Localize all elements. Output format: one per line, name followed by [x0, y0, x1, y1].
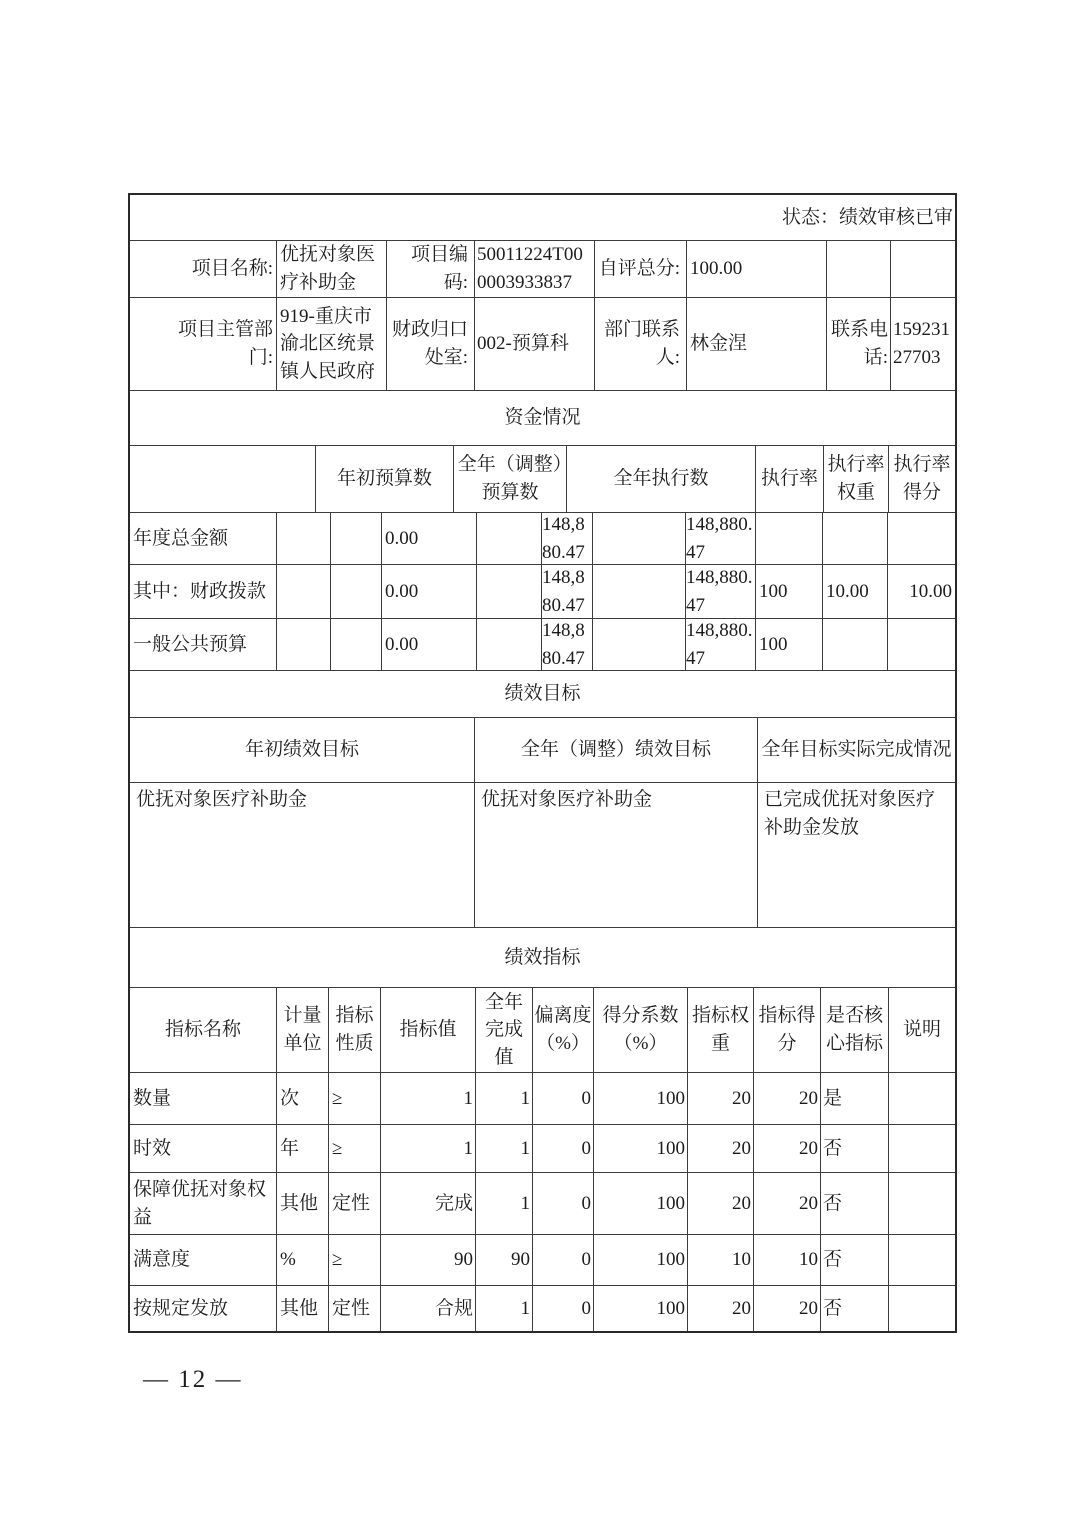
initial-budget-value: 0.00 — [381, 565, 476, 618]
adjusted-budget-value: 148,880.47 — [541, 513, 592, 564]
indicator-deviation: 0 — [532, 1073, 593, 1124]
indicator-note — [888, 1125, 955, 1172]
goals-title-row — [130, 670, 955, 717]
finance-office-value: 002-预算科 — [474, 298, 594, 390]
indicator-deviation: 0 — [532, 1235, 593, 1285]
table-cell — [330, 619, 381, 670]
table-cell — [276, 513, 330, 564]
page-number: — 12 — — [143, 1366, 243, 1393]
indicator-target: 合规 — [380, 1286, 475, 1331]
indicator-note — [888, 1235, 955, 1285]
funding-header-executed: 全年执行数 — [566, 446, 755, 512]
indicator-header-score-coef: 得分系数（%） — [593, 988, 687, 1072]
indicator-header-deviation: 偏离度（%） — [532, 988, 593, 1072]
indicator-header-nature: 指标性质 — [328, 988, 380, 1072]
indicators-title-row — [130, 927, 955, 987]
funding-row-fiscal-allocation — [130, 564, 955, 618]
indicator-header-weight: 指标权重 — [687, 988, 753, 1072]
indicators-header-row — [130, 987, 955, 1072]
executed-value: 148,880.47 — [685, 619, 755, 670]
indicator-target: 1 — [380, 1073, 475, 1124]
indicator-name: 按规定发放 — [133, 1297, 229, 1319]
indicator-unit: 其他 — [276, 1286, 328, 1331]
indicator-name: 时效 — [133, 1137, 172, 1159]
executed-value: 148,880.47 — [685, 513, 755, 564]
actual-completion-value: 已完成优抚对象医疗补助金发放 — [757, 783, 955, 927]
executed-value: 148,880.47 — [685, 565, 755, 618]
indicator-completed: 90 — [475, 1235, 532, 1285]
indicator-header-completed: 全年完成值 — [475, 988, 532, 1072]
empty-cell — [890, 241, 955, 297]
indicator-deviation: 0 — [532, 1125, 593, 1172]
funding-header-adjusted-budget: 全年（调整）预算数 — [453, 446, 566, 512]
table-cell — [476, 513, 541, 564]
goals-header-initial: 年初绩效目标 — [244, 739, 359, 761]
rate-score-value: 10.00 — [887, 565, 955, 618]
rate-weight-value — [822, 513, 887, 564]
rate-score-value — [887, 513, 955, 564]
indicator-weight: 20 — [687, 1073, 753, 1124]
table-cell — [476, 619, 541, 670]
indicator-name: 数量 — [133, 1087, 172, 1109]
funding-row-label: 年度总金额 — [133, 527, 229, 549]
indicator-note — [888, 1073, 955, 1124]
table-cell — [592, 619, 685, 670]
exec-rate-value: 100 — [755, 565, 822, 618]
contact-person-label: 部门联系人: — [594, 298, 686, 390]
indicator-note — [888, 1286, 955, 1331]
adjusted-budget-value: 148,880.47 — [541, 619, 592, 670]
initial-goal-value: 优抚对象医疗补助金 — [136, 789, 308, 810]
funding-title-row — [130, 390, 955, 445]
indicator-score-coef: 100 — [593, 1073, 687, 1124]
indicator-name: 满意度 — [133, 1249, 191, 1271]
funding-header-row — [130, 445, 955, 512]
indicator-score: 20 — [753, 1286, 820, 1331]
funding-header-rate-score: 执行率得分 — [888, 446, 955, 512]
indicator-score: 20 — [753, 1173, 820, 1234]
table-cell — [592, 565, 685, 618]
finance-office-label: 财政归口处室: — [386, 298, 474, 390]
supervisor-dept-label: 项目主管部门: — [177, 319, 273, 368]
status-row — [130, 195, 955, 240]
indicator-core-flag: 否 — [820, 1173, 888, 1234]
indicator-weight: 10 — [687, 1235, 753, 1285]
indicator-completed: 1 — [475, 1286, 532, 1331]
indicator-row-quantity — [130, 1072, 955, 1124]
status-text: 状态：绩效审核已审 — [781, 206, 953, 228]
funding-row-general-public-budget — [130, 618, 955, 670]
indicator-score-coef: 100 — [593, 1286, 687, 1331]
funding-header-rate-weight: 执行率权重 — [823, 446, 888, 512]
supervisor-dept-value: 919-重庆市渝北区统景镇人民政府 — [276, 298, 386, 390]
table-cell — [276, 565, 330, 618]
self-score-label: 自评总分: — [594, 241, 686, 297]
performance-evaluation-table — [128, 193, 957, 1333]
indicator-row-issued-per-regulation — [130, 1285, 955, 1331]
indicator-completed: 1 — [475, 1073, 532, 1124]
indicator-header-target: 指标值 — [380, 988, 475, 1072]
funding-section-title: 资金情况 — [504, 407, 581, 429]
indicator-score: 10 — [753, 1235, 820, 1285]
initial-budget-value: 0.00 — [381, 513, 476, 564]
indicator-unit: 其他 — [276, 1173, 328, 1234]
indicator-unit: 次 — [276, 1073, 328, 1124]
table-cell — [276, 619, 330, 670]
indicator-nature: ≥ — [328, 1235, 380, 1285]
table-cell — [592, 513, 685, 564]
indicator-nature: ≥ — [328, 1125, 380, 1172]
indicator-core-flag: 否 — [820, 1125, 888, 1172]
indicator-nature: 定性 — [328, 1286, 380, 1331]
project-name-label: 项目名称: — [191, 258, 273, 280]
indicator-weight: 20 — [687, 1125, 753, 1172]
project-code-label: 项目编码: — [386, 241, 474, 297]
funding-row-label: 其中：财政拨款 — [133, 580, 267, 602]
indicator-weight: 20 — [687, 1286, 753, 1331]
indicator-header-name: 指标名称 — [164, 1019, 241, 1041]
indicator-completed: 1 — [475, 1125, 532, 1172]
funding-row-label: 一般公共预算 — [133, 633, 248, 655]
indicator-score: 20 — [753, 1073, 820, 1124]
indicator-header-unit: 计量单位 — [276, 988, 328, 1072]
indicator-target: 1 — [380, 1125, 475, 1172]
adjusted-goal-value: 优抚对象医疗补助金 — [474, 783, 757, 927]
indicator-nature: ≥ — [328, 1073, 380, 1124]
funding-header-empty — [130, 446, 315, 512]
initial-budget-value: 0.00 — [381, 619, 476, 670]
indicator-completed: 1 — [475, 1173, 532, 1234]
self-score-value: 100.00 — [686, 241, 826, 297]
indicator-header-note: 说明 — [888, 988, 955, 1072]
goals-header-adjusted: 全年（调整）绩效目标 — [474, 718, 757, 782]
table-cell — [330, 565, 381, 618]
project-name-value: 优抚对象医疗补助金 — [276, 241, 386, 297]
indicator-nature: 定性 — [328, 1173, 380, 1234]
goals-section-title: 绩效目标 — [504, 683, 581, 705]
rate-weight-value — [822, 619, 887, 670]
indicator-name: 保障优抚对象权益 — [133, 1178, 267, 1228]
project-info-row-1 — [130, 240, 955, 297]
project-info-row-2 — [130, 297, 955, 390]
table-cell — [476, 565, 541, 618]
indicator-score: 20 — [753, 1125, 820, 1172]
indicator-core-flag: 否 — [820, 1235, 888, 1285]
funding-header-initial-budget: 年初预算数 — [315, 446, 453, 512]
indicator-weight: 20 — [687, 1173, 753, 1234]
indicator-score-coef: 100 — [593, 1235, 687, 1285]
contact-person-value: 林金涅 — [686, 298, 826, 390]
goals-header-row — [130, 717, 955, 782]
indicator-row-timeliness — [130, 1124, 955, 1172]
exec-rate-value — [755, 513, 822, 564]
indicator-row-protect-rights — [130, 1172, 955, 1234]
contact-phone-label: 联系电话: — [826, 298, 890, 390]
indicator-note — [888, 1173, 955, 1234]
indicator-header-score: 指标得分 — [753, 988, 820, 1072]
indicator-unit: % — [276, 1235, 328, 1285]
project-code-value: 50011224T000003933837 — [474, 241, 594, 297]
table-cell — [330, 513, 381, 564]
contact-phone-value: 15923127703 — [890, 298, 955, 390]
indicator-unit: 年 — [276, 1125, 328, 1172]
rate-weight-value: 10.00 — [822, 565, 887, 618]
indicator-core-flag: 否 — [820, 1286, 888, 1331]
exec-rate-value: 100 — [755, 619, 822, 670]
indicator-core-flag: 是 — [820, 1073, 888, 1124]
goals-data-row — [130, 782, 955, 927]
indicators-section-title: 绩效指标 — [504, 946, 581, 968]
indicator-row-satisfaction — [130, 1234, 955, 1285]
adjusted-budget-value: 148,880.47 — [541, 565, 592, 618]
funding-header-exec-rate: 执行率 — [755, 446, 823, 512]
empty-cell — [826, 241, 890, 297]
goals-header-actual: 全年目标实际完成情况 — [757, 718, 955, 782]
indicator-score-coef: 100 — [593, 1173, 687, 1234]
funding-row-annual-total — [130, 512, 955, 564]
indicator-header-core: 是否核心指标 — [820, 988, 888, 1072]
indicator-deviation: 0 — [532, 1173, 593, 1234]
indicator-deviation: 0 — [532, 1286, 593, 1331]
indicator-target: 完成 — [380, 1173, 475, 1234]
indicator-target: 90 — [380, 1235, 475, 1285]
rate-score-value — [887, 619, 955, 670]
indicator-score-coef: 100 — [593, 1125, 687, 1172]
